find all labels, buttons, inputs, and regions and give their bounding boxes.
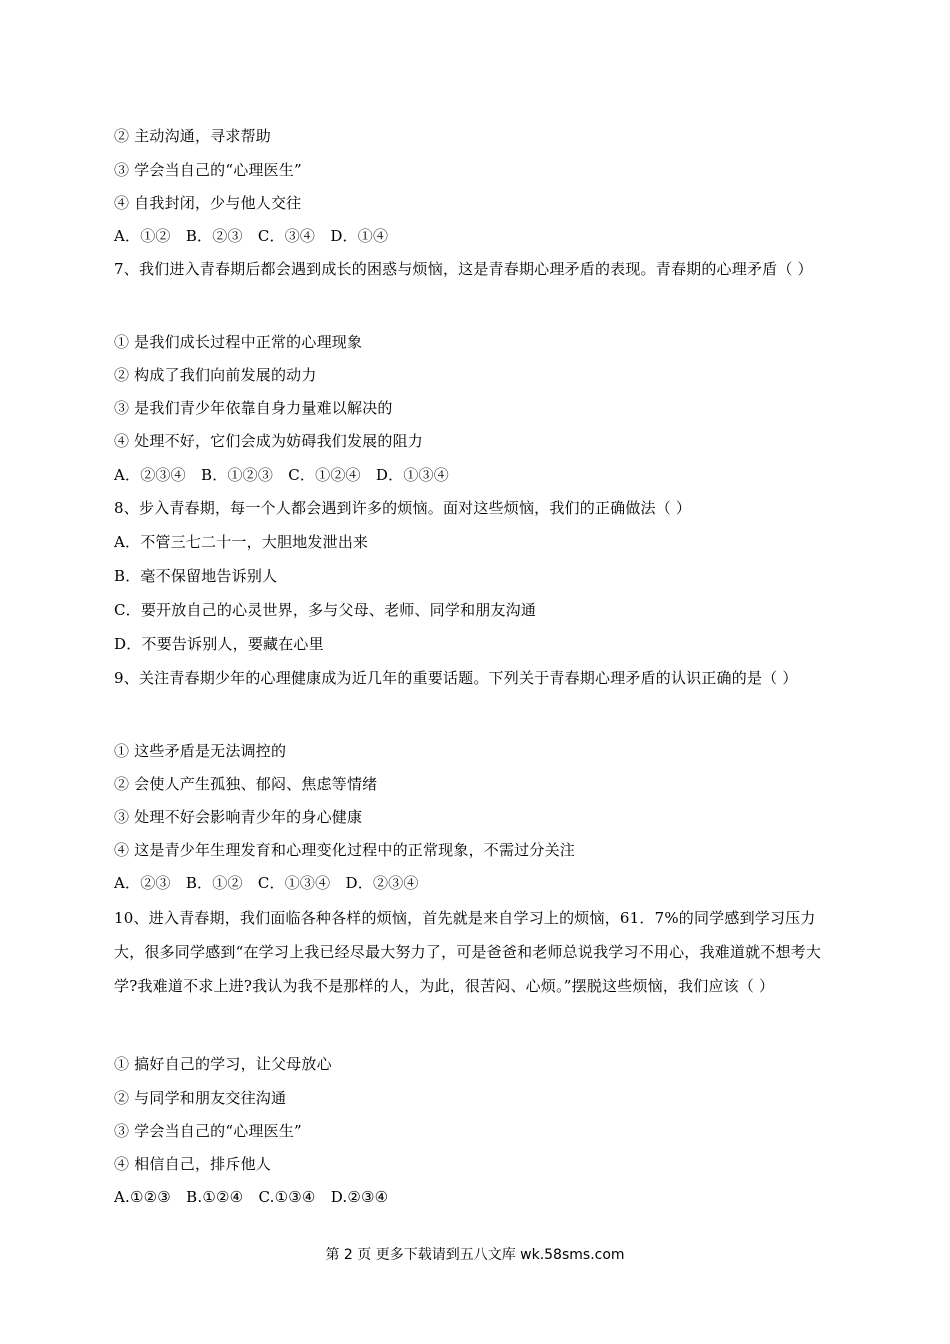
q6-option-3: ③ 学会当自己的“心理医生” <box>114 161 302 179</box>
q9-option-1: ① 这些矛盾是无法调控的 <box>114 742 287 760</box>
q9-answer-choices: A．②③ B．①② C．①③④ D．②③④ <box>114 874 419 892</box>
q8-option-a: A．不管三七二十一，大胆地发泄出来 <box>114 533 369 551</box>
q9-option-2: ② 会使人产生孤独、郁闷、焦虑等情绪 <box>114 775 378 793</box>
q10-option-2: ② 与同学和朋友交往沟通 <box>114 1089 287 1107</box>
q8-stem: 8、步入青春期，每一个人都会遇到许多的烦恼。面对这些烦恼，我们的正确做法（ ） <box>114 499 692 517</box>
q10-option-3: ③ 学会当自己的“心理医生” <box>114 1122 302 1140</box>
q7-option-1: ① 是我们成长过程中正常的心理现象 <box>114 333 363 351</box>
page-footer: 第 2 页 更多下载请到五八文库 wk.58sms.com <box>325 1247 625 1263</box>
q7-option-4: ④ 处理不好，它们会成为妨碍我们发展的阻力 <box>114 432 423 450</box>
q7-option-2: ② 构成了我们向前发展的动力 <box>114 366 317 384</box>
q7-answer-choices: A．②③④ B．①②③ C．①②④ D．①③④ <box>114 466 449 484</box>
q7-option-3: ③ 是我们青少年依靠自身力量难以解决的 <box>114 399 393 417</box>
q6-option-4: ④ 自我封闭，少与他人交往 <box>114 194 302 212</box>
q10-stem: 10、进入青春期，我们面临各种各样的烦恼，首先就是来自学习上的烦恼，61．7%的同学感到学习压力大，很多同学感到“在学习上我已经尽最大努力了，可是爸爸和老师总说我学习不用心，我难道就不想考大学?我难道不求上进?我认为我不是那样的人，为此，很苦闷、心烦。”摆脱这些烦恼，我们应该（ ） <box>114 909 822 995</box>
q8-option-d: D．不要告诉别人，要藏在心里 <box>114 635 324 653</box>
q7-stem: 7、我们进入青春期后都会遇到成长的困惑与烦恼，这是青春期心理矛盾的表现。青春期的心理矛盾（ ） <box>114 260 813 278</box>
q9-stem: 9、关注青春期少年的心理健康成为近几年的重要话题。下列关于青春期心理矛盾的认识正确的是（ ） <box>114 669 798 687</box>
q8-option-b: B．毫不保留地告诉别人 <box>114 567 278 585</box>
q9-option-4: ④ 这是青少年生理发育和心理变化过程中的正常现象，不需过分关注 <box>114 841 575 859</box>
q10-answer-choices: A.①②③ B.①②④ C.①③④ D.②③④ <box>114 1188 389 1206</box>
q6-option-2: ② 主动沟通，寻求帮助 <box>114 127 271 145</box>
q8-option-c: C．要开放自己的心灵世界，多与父母、老师、同学和朋友沟通 <box>114 601 537 619</box>
q9-option-3: ③ 处理不好会影响青少年的身心健康 <box>114 808 363 826</box>
q6-answer-choices: A．①② B．②③ C．③④ D．①④ <box>114 227 389 245</box>
q10-option-1: ① 搞好自己的学习，让父母放心 <box>114 1055 332 1073</box>
q10-option-4: ④ 相信自己，排斥他人 <box>114 1155 271 1173</box>
